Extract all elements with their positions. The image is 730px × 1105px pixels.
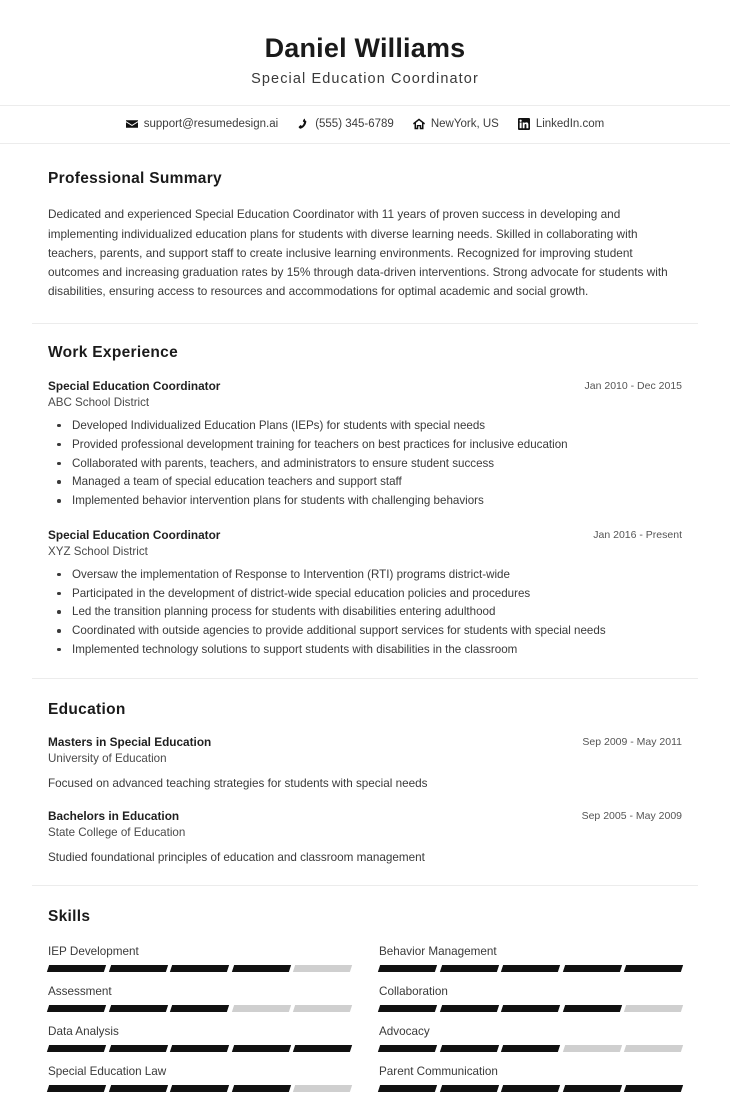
skill-label: Data Analysis [48, 1025, 119, 1038]
skill-level-segment [108, 965, 167, 972]
skill-item [48, 945, 351, 985]
skill-item [379, 1025, 682, 1065]
skill-level-segment [232, 1045, 291, 1052]
section-title-work: Work Experience [48, 343, 178, 361]
work-organization: XYZ School District [48, 544, 148, 558]
work-entry [48, 528, 682, 660]
work-date: Jan 2010 - Dec 2015 [584, 379, 682, 392]
education-date: Sep 2005 - May 2009 [581, 809, 682, 822]
skill-level-bar [379, 1005, 682, 1012]
skill-level-bar [48, 1085, 351, 1092]
job-title: Special Education Coordinator [251, 71, 479, 88]
section-title-education: Education [48, 700, 126, 718]
work-bullet: Implemented behavior intervention plans for students with challenging behaviors [70, 492, 682, 511]
skill-label: Assessment [48, 985, 112, 998]
education-degree: Bachelors in Education [48, 808, 180, 823]
envelope-icon [126, 118, 138, 130]
skill-level-segment [47, 965, 106, 972]
work-date: Jan 2016 - Present [593, 528, 682, 541]
skill-label: Parent Communication [379, 1065, 498, 1078]
contact-location-label: NewYork, US [430, 118, 499, 131]
work-role: Special Education Coordinator [48, 527, 221, 542]
work-bullet: Provided professional development training for teachers on best practices for inclusive education [70, 436, 682, 455]
section-skills [0, 886, 730, 1105]
skill-level-segment [293, 1005, 352, 1012]
skill-level-segment [108, 1045, 167, 1052]
education-entry-header [48, 809, 682, 823]
skill-level-segment [170, 1045, 229, 1052]
skill-level-segment [293, 1045, 352, 1052]
section-title-skills: Skills [48, 908, 91, 925]
skill-level-bar [48, 1005, 351, 1012]
work-entry-list [48, 379, 682, 660]
work-bullet: Coordinated with outside agencies to provide additional support services for students with special needs [70, 622, 682, 641]
skill-level-segment [563, 1045, 622, 1052]
skill-level-segment [439, 1085, 498, 1092]
education-date: Sep 2009 - May 2011 [582, 735, 682, 748]
skill-level-segment [232, 1005, 291, 1012]
skill-level-segment [47, 1005, 106, 1012]
work-entry-header [48, 528, 682, 542]
education-description: Focused on advanced teaching strategies for students with special needs [48, 776, 428, 790]
skill-level-segment [232, 1085, 291, 1092]
skill-item [48, 1025, 351, 1065]
skill-level-segment [439, 1045, 498, 1052]
skill-level-segment [624, 965, 683, 972]
education-entry-list [48, 735, 682, 867]
work-bullet: Managed a team of special education teachers and support staff [70, 473, 682, 492]
skill-level-segment [501, 965, 560, 972]
skill-label: Collaboration [379, 985, 448, 998]
skill-level-bar [379, 1085, 682, 1092]
work-bullet: Collaborated with parents, teachers, and administrators to ensure student success [70, 455, 682, 474]
skill-item [379, 985, 682, 1025]
skill-level-segment [170, 1085, 229, 1092]
education-school: University of Education [48, 751, 167, 765]
skill-item [379, 945, 682, 985]
contact-email-label: support@resumedesign.ai [143, 118, 279, 131]
skill-level-segment [563, 1005, 622, 1012]
skill-level-bar [48, 1045, 351, 1052]
skill-level-segment [47, 1085, 106, 1092]
work-entry [48, 379, 682, 511]
work-bullet: Developed Individualized Education Plans (IEPs) for students with special needs [70, 417, 682, 436]
education-entry-header [48, 735, 682, 749]
contact-location[interactable] [413, 118, 499, 130]
linkedin-icon [518, 118, 530, 130]
skill-level-segment [563, 965, 622, 972]
contact-bar [0, 105, 730, 144]
skill-level-segment [439, 1005, 498, 1012]
skill-level-segment [501, 1085, 560, 1092]
education-entry [48, 809, 682, 867]
contact-email[interactable] [126, 118, 278, 130]
work-role: Special Education Coordinator [48, 378, 221, 393]
skill-level-segment [293, 965, 352, 972]
work-organization: ABC School District [48, 395, 150, 409]
skill-level-segment [232, 965, 291, 972]
contact-phone-label: (555) 345-6789 [315, 118, 394, 131]
skill-level-segment [501, 1005, 560, 1012]
skill-level-segment [378, 1085, 437, 1092]
work-bullet-list [48, 417, 682, 511]
skill-level-segment [170, 1005, 229, 1012]
skill-level-segment [439, 965, 498, 972]
contact-linkedin[interactable] [518, 118, 604, 130]
skill-level-bar [48, 965, 351, 972]
skill-level-segment [378, 1045, 437, 1052]
page-title: Daniel Williams [264, 33, 466, 63]
section-education [0, 679, 730, 885]
skill-label: IEP Development [48, 945, 139, 958]
work-bullet-list [48, 566, 682, 660]
section-work-experience [0, 324, 730, 678]
skill-level-segment [170, 965, 229, 972]
skill-level-segment [563, 1085, 622, 1092]
contact-phone[interactable] [297, 118, 394, 130]
skill-level-segment [108, 1085, 167, 1092]
skill-level-segment [624, 1045, 683, 1052]
skill-level-segment [624, 1005, 683, 1012]
work-entry-header [48, 379, 682, 393]
skills-grid [48, 945, 682, 1105]
work-bullet: Oversaw the implementation of Response to Intervention (RTI) programs district-wide [70, 566, 682, 585]
section-title-summary: Professional Summary [48, 170, 222, 188]
phone-icon [297, 118, 309, 130]
education-entry [48, 735, 682, 793]
education-description: Studied foundational principles of education and classroom management [48, 850, 425, 864]
work-bullet: Participated in the development of district-wide special education policies and procedures [70, 585, 682, 604]
skill-level-segment [47, 1045, 106, 1052]
work-bullet: Implemented technology solutions to support students with disabilities in the classroom [70, 641, 682, 660]
education-school: State College of Education [48, 825, 186, 839]
skill-item [48, 1065, 351, 1105]
home-icon [413, 118, 425, 130]
skill-item [379, 1065, 682, 1105]
resume-header [0, 0, 730, 105]
skill-level-segment [378, 965, 437, 972]
contact-linkedin-label: LinkedIn.com [535, 118, 605, 131]
work-bullet: Led the transition planning process for students with disabilities entering adulthood [70, 603, 682, 622]
skill-level-segment [624, 1085, 683, 1092]
skill-level-segment [501, 1045, 560, 1052]
skill-label: Advocacy [379, 1025, 430, 1038]
section-professional-summary [0, 144, 730, 323]
summary-text: Dedicated and experienced Special Education Coordinator with 11 years of proven success in developing and implementing individualized education plans for students with diverse learning needs. Skilled in collaborating with teachers, parents, and support staff to create inclusive learning environments. Recognized for improving student outcomes and increasing graduation rates by 15% through data-driven interventions. Strong advocate for students with disabilities, ensuring access to resources and accommodations for optimal academic and social growth. [48, 207, 668, 298]
skill-item [48, 985, 351, 1025]
skill-level-bar [379, 965, 682, 972]
skill-level-segment [293, 1085, 352, 1092]
skill-level-bar [379, 1045, 682, 1052]
education-degree: Masters in Special Education [48, 734, 212, 749]
skill-level-segment [108, 1005, 167, 1012]
skill-label: Behavior Management [379, 945, 497, 958]
skill-label: Special Education Law [48, 1065, 167, 1078]
skill-level-segment [378, 1005, 437, 1012]
